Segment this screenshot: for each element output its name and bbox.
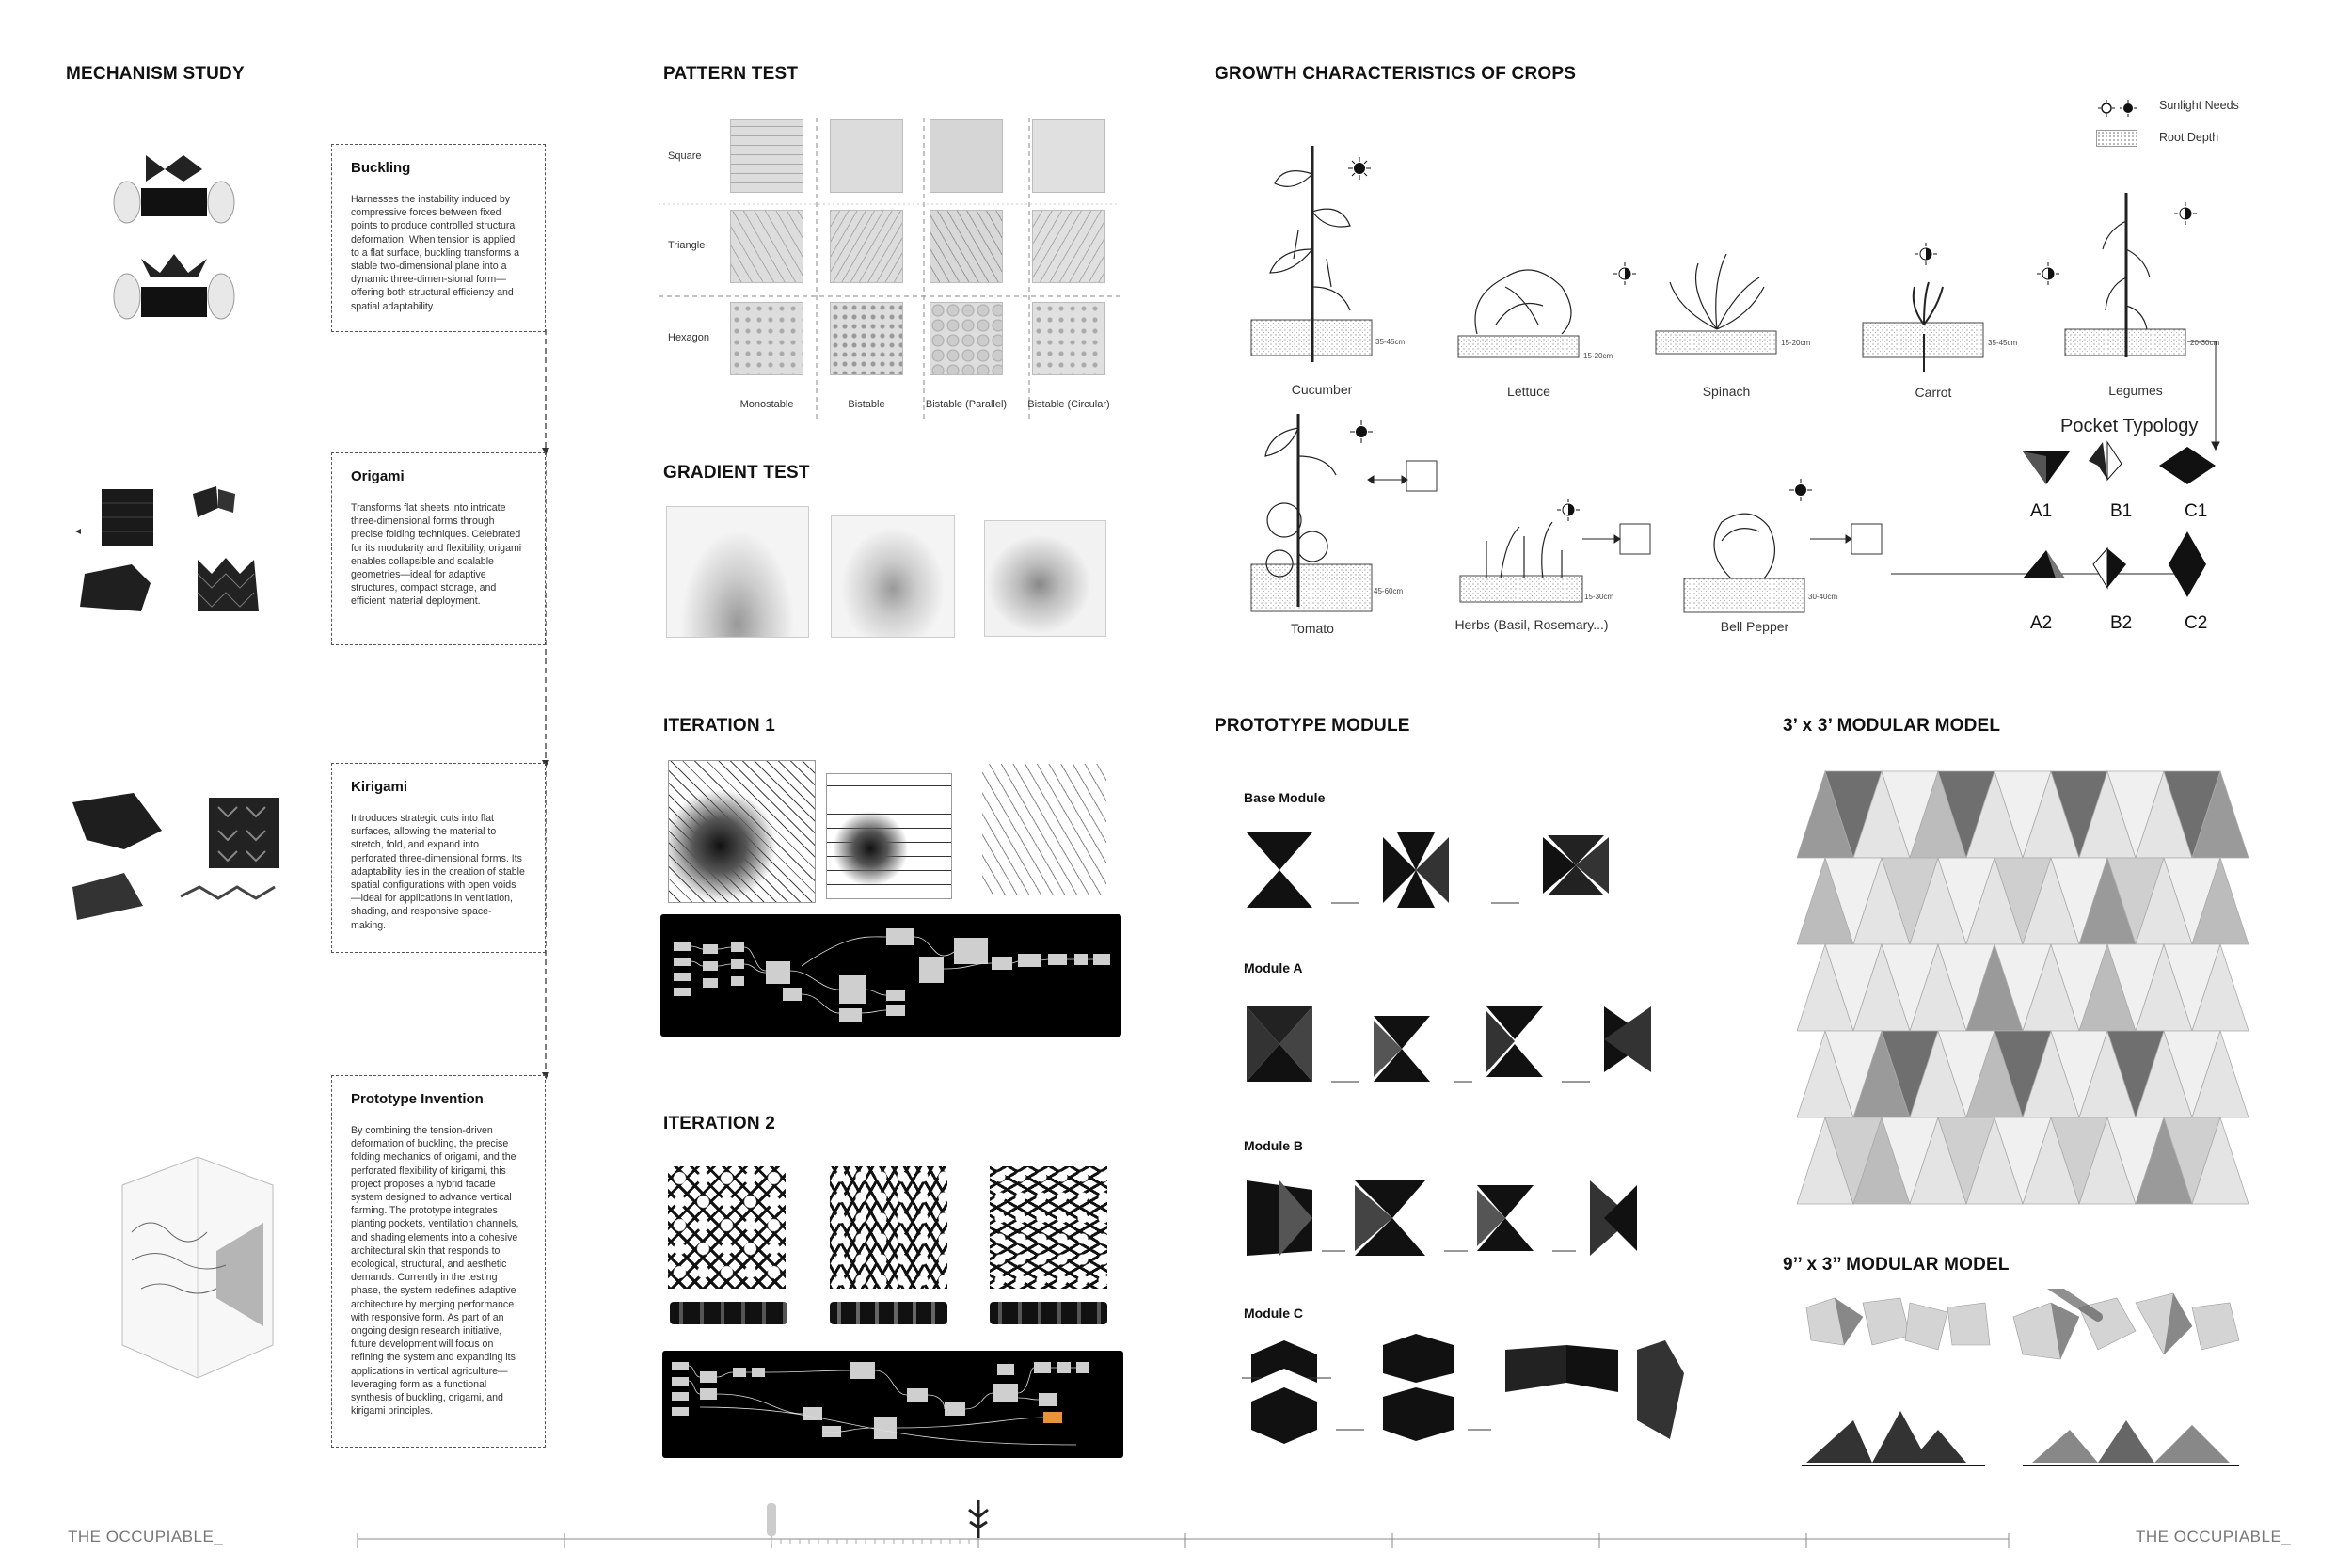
pattern-row-label: Hexagon (668, 332, 710, 343)
footer-right-brand: THE OCCUPIABLE_ (2136, 1528, 2292, 1545)
iteration2-node-graph (662, 1351, 1123, 1458)
pattern-col-label: Bistable (848, 399, 885, 410)
iteration2-section (670, 1302, 787, 1324)
crop-name: Lettuce (1507, 384, 1550, 399)
footer-left-brand: THE OCCUPIABLE_ (68, 1528, 224, 1545)
gradient-test-title: GRADIENT TEST (663, 463, 810, 483)
module-title: Module B (1244, 1138, 1303, 1153)
crop-name: Bell Pepper (1720, 619, 1789, 634)
person-figure-icon (767, 1503, 776, 1536)
card-origami (331, 452, 546, 645)
iteration2-pattern (990, 1166, 1107, 1289)
card-title: Origami (351, 468, 405, 484)
pocket-label: B1 (2110, 501, 2133, 521)
kirigami-illustration (68, 793, 284, 925)
card-buckling (331, 144, 546, 332)
iteration1-title: ITERATION 1 (663, 716, 776, 736)
crop-depth: 30-40cm (1808, 593, 1838, 601)
model-9x3-title: 9’’ x 3’’ MODULAR MODEL (1783, 1255, 2010, 1275)
module-title: Base Module (1244, 790, 1326, 805)
legend-root-label: Root Depth (2159, 131, 2219, 144)
pocket-typology-title: Pocket Typology (2060, 416, 2199, 436)
crop-depth: 45-60cm (1374, 587, 1404, 595)
iteration1-pattern (982, 764, 1106, 895)
crop-depth: 20-30cm (2190, 339, 2220, 347)
pocket-label: A2 (2030, 613, 2053, 633)
pattern-tile (1032, 210, 1105, 283)
iteration1-node-graph (660, 914, 1121, 1037)
crop-depth: 15-30cm (1584, 593, 1614, 601)
pocket-label: A1 (2030, 501, 2053, 521)
modular-model-9x3 (1797, 1289, 2258, 1477)
pattern-tile (830, 119, 903, 193)
crop-name: Carrot (1915, 385, 1952, 400)
module-title: Module A (1244, 960, 1303, 975)
card-title: Kirigami (351, 779, 408, 795)
pattern-tile (1032, 302, 1105, 375)
pocket-label: B2 (2110, 613, 2133, 633)
crop-depth: 35-45cm (1988, 339, 2018, 347)
crop-name: Legumes (2108, 383, 2163, 398)
pattern-tile (1032, 119, 1105, 193)
prototype-module-title: PROTOTYPE MODULE (1215, 716, 1410, 736)
card-text: By combining the tension-driven deformation of buckling, the precise folding mechanics of origami, and the perforated flexibility of kirigami, this project proposes a hybrid facade system designed to advance vertical farming. The prototype integrates planting pockets, ventilation channels, and shading elements into a cohesive architectural skin that responds to ecological, structural, and aesthetic demands. Currently in the testing phase, the system redefines adaptive architecture by merging performance with responsive form. As part of an ongoing design research initiative, future development will focus on refining the system and expanding its applications in vertical agriculture—leveraging form as a functional synthesis of buckling, origami, and kirigami principles. (351, 1125, 519, 1418)
pattern-tile (830, 210, 903, 283)
iteration2-title: ITERATION 2 (663, 1114, 776, 1133)
crop-name: Tomato (1291, 621, 1334, 636)
module-title: Module C (1244, 1306, 1303, 1321)
gradient-sample (831, 515, 955, 638)
mechanism-study-title: MECHANISM STUDY (66, 64, 245, 84)
pattern-tile (730, 210, 803, 283)
pattern-test-title: PATTERN TEST (663, 64, 799, 84)
iteration2-pattern (830, 1166, 947, 1289)
pattern-tile (730, 302, 803, 375)
iteration2-section (990, 1302, 1107, 1324)
buckling-illustration (108, 146, 240, 339)
module-sequences (1242, 818, 1693, 1458)
growth-title: GROWTH CHARACTERISTICS OF CROPS (1215, 64, 1577, 84)
pattern-col-label: Bistable (Circular) (1027, 399, 1110, 410)
card-prototype-invention (331, 1075, 546, 1448)
gradient-sample (666, 506, 809, 638)
pattern-tile (730, 119, 803, 193)
pattern-row-label: Square (668, 150, 702, 162)
card-text: Transforms flat sheets into intricate three-dimensional forms through precise folding techniques. Celebrated for its modularity and flexibility, origami enables collapsible and scalable geometries—ideal for adaptive structures, compact storage, and efficient material deployment. (351, 502, 522, 608)
iteration2-section (830, 1302, 947, 1324)
crop-name: Herbs (Basil, Rosemary...) (1454, 617, 1609, 632)
pattern-tile (830, 302, 903, 375)
sun-icon (2098, 98, 2139, 119)
card-title: Prototype Invention (351, 1091, 484, 1107)
pattern-col-label: Monostable (739, 399, 794, 410)
legend-sunlight-label: Sunlight Needs (2159, 99, 2239, 112)
crop-depth: 15-20cm (1781, 339, 1811, 347)
iteration1-pattern (826, 773, 952, 899)
modular-model-3x3 (1797, 762, 2249, 1232)
crop-name: Cucumber (1291, 382, 1353, 397)
pattern-row-label: Triangle (668, 240, 706, 251)
gradient-sample (984, 520, 1106, 637)
pocket-label: C1 (2185, 501, 2208, 521)
origami-illustration (75, 484, 263, 616)
card-title: Buckling (351, 160, 411, 176)
pocket-label: C2 (2185, 613, 2208, 633)
model-3x3-title: 3’ x 3’ MODULAR MODEL (1783, 716, 2001, 736)
prototype-sketch (103, 1157, 282, 1383)
iteration1-pattern (668, 760, 816, 903)
iteration2-pattern (668, 1166, 786, 1289)
pattern-tile (930, 302, 1003, 375)
pattern-tile (930, 119, 1003, 193)
crop-depth: 15-20cm (1583, 352, 1613, 360)
crop-name: Spinach (1702, 384, 1751, 399)
plant-figure-icon (969, 1500, 988, 1538)
pattern-col-label: Bistable (Parallel) (925, 399, 1008, 410)
pattern-tile (930, 210, 1003, 283)
card-text: Introduces strategic cuts into flat surfaces, allowing the material to stretch, fold, and expand into perforated three-dimensional forms. Its adaptability lies in the creation of stable spatial configurations with open voids—ideal for applications in ventilation, shading, and responsive space-making. (351, 813, 525, 931)
footer-scale-bar (353, 1496, 2018, 1552)
card-text: Harnesses the instability induced by compressive forces between fixed points to produce controlled structural deformation. When tension is applied to a flat surface, buckling transforms a stable two-dimensional plane into a dynamic three-dimen-sional form—offering both structural efficiency and spatial adaptability. (351, 194, 519, 312)
pocket-shapes (2013, 437, 2239, 607)
mechanism-connector (536, 329, 555, 1082)
crop-depth: 35-45cm (1375, 338, 1406, 346)
card-kirigami (331, 763, 546, 953)
